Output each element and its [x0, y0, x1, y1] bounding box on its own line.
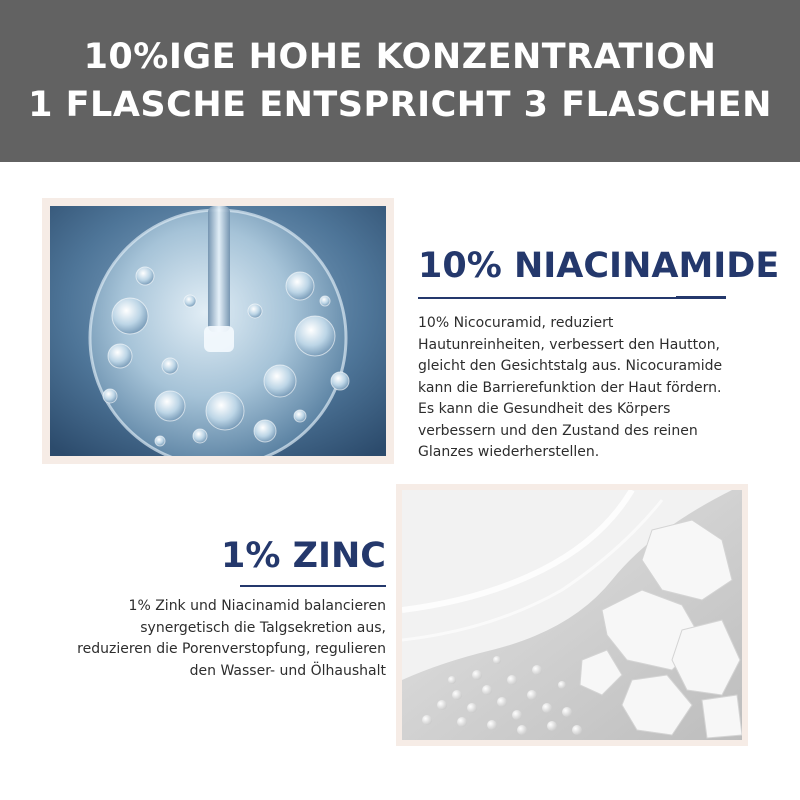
- niacinamide-line: Hautunreinheiten, verbessert den Hautton,: [418, 336, 721, 353]
- serum-droplet-image: [50, 206, 386, 456]
- niacinamide-line: Es kann die Gesundheit des Körpers: [418, 401, 671, 417]
- zinc-line: synergetisch die Talgsekretion aus,: [140, 619, 386, 636]
- zinc-title-underline: [240, 585, 386, 587]
- banner-line-2: 1 FLASCHE ENTSPRICHT 3 FLASCHEN: [28, 85, 772, 125]
- niacinamide-line: verbessern und den Zustand des reinen: [418, 422, 698, 439]
- serum-image-frame: [42, 198, 394, 464]
- niacinamide-title: 10% NIACINAMIDE: [418, 246, 780, 286]
- zinc-line: 1% Zink und Niacinamid balancieren: [128, 598, 386, 614]
- banner-line-1: 10%IGE HOHE KONZENTRATION: [83, 37, 717, 77]
- niacinamide-description: [418, 313, 788, 464]
- niacinamide-title-underline: [418, 297, 676, 299]
- zinc-line: reduzieren die Porenverstopfung, regulieren: [77, 641, 386, 657]
- niacinamide-title-underline-accent: [676, 296, 726, 299]
- niacinamide-line: Glanzes wiederherstellen.: [418, 444, 600, 460]
- zinc-title: 1% ZINC: [221, 536, 386, 576]
- niacinamide-line: kann die Barrierefunktion der Haut fördern.: [418, 379, 722, 396]
- zinc-description: [16, 596, 386, 682]
- niacinamide-line: gleicht den Gesichtstalg aus. Nicocuramide: [418, 358, 723, 374]
- zinc-powder-image-frame: [396, 484, 748, 746]
- niacinamide-line: 10% Nicocuramid, reduziert: [418, 315, 614, 331]
- zinc-powder-image: [402, 490, 742, 740]
- header-banner: [0, 0, 800, 162]
- zinc-line: den Wasser- und Ölhaushalt: [189, 662, 386, 679]
